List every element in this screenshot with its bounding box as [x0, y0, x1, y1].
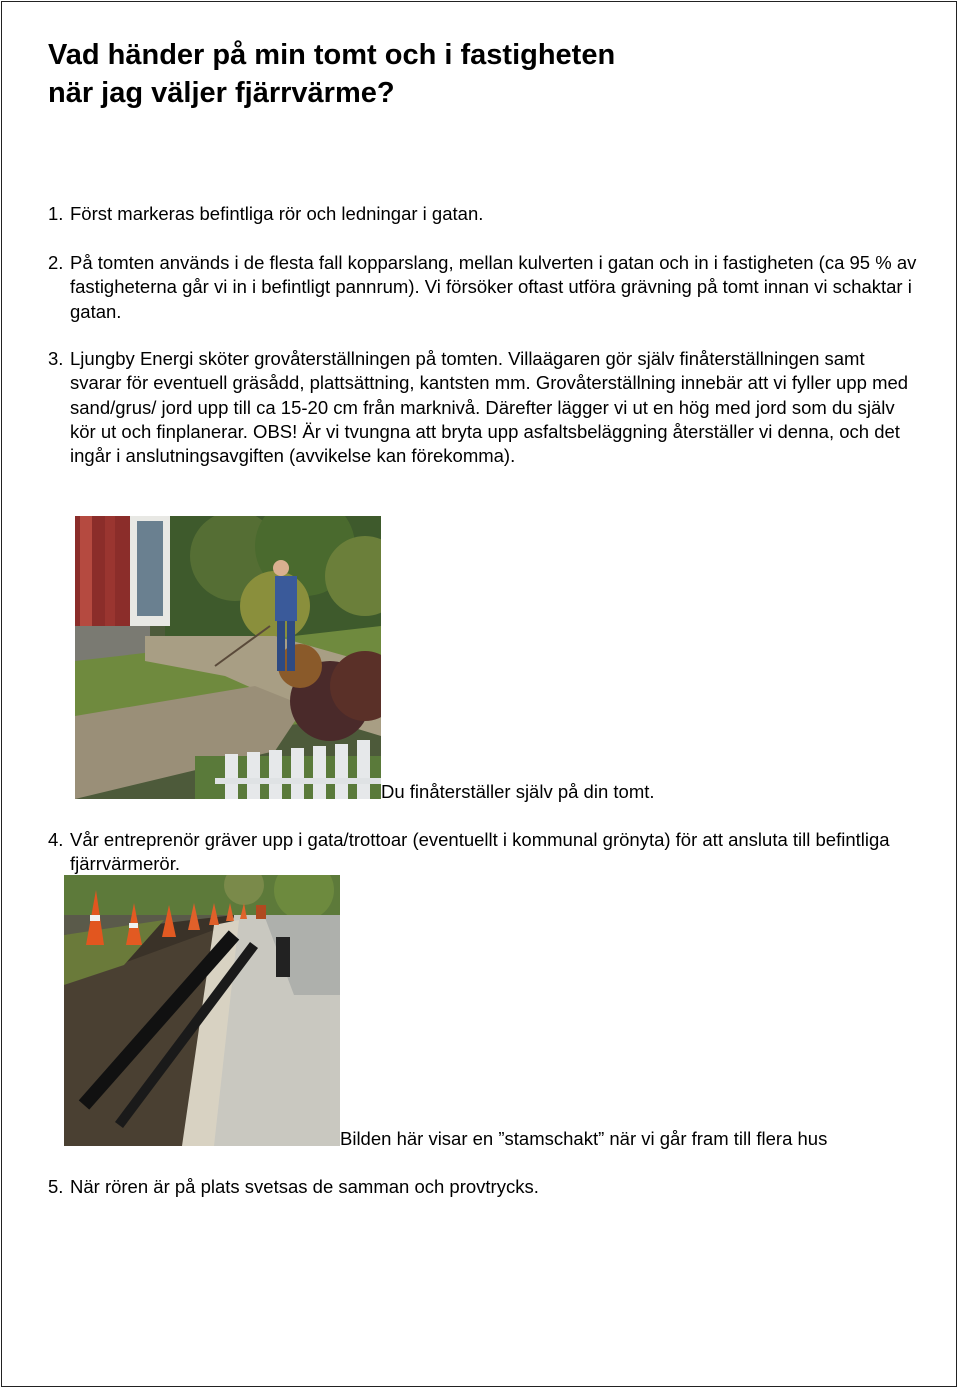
step-number: 3.	[48, 348, 64, 369]
step-2	[48, 251, 918, 324]
step-4	[48, 828, 918, 877]
step-number: 5.	[48, 1176, 64, 1197]
step-text: Först markeras befintliga rör och ledningar i gatan.	[70, 203, 484, 224]
trench-photo-image	[64, 875, 340, 1146]
step-number: 2.	[48, 252, 64, 273]
step-1	[48, 202, 918, 226]
trench-photo	[64, 875, 340, 1146]
step-3	[48, 347, 918, 468]
garden-photo-image	[75, 516, 381, 799]
garden-photo	[75, 516, 381, 799]
step-number: 4.	[48, 829, 64, 850]
step-text: På tomten används i de flesta fall kopparslang, mellan kulverten i gatan och in i fastigheten (ca 95 % av fastigheterna går vi in i befintligt pannrum). Vi försöker oftast utföra grävning på tomt innan vi schaktar i gatan.	[70, 252, 917, 322]
trench-photo-caption: Bilden här visar en ”stamschakt” när vi går fram till flera hus	[340, 1128, 828, 1149]
step-number: 1.	[48, 203, 64, 224]
title-line-1: Vad händer på min tomt och i fastigheten	[48, 39, 616, 71]
step-5	[48, 1175, 918, 1199]
title-line-2: när jag väljer fjärrvärme?	[48, 77, 395, 109]
step-text: Vår entreprenör gräver upp i gata/trottoar (eventuellt i kommunal grönyta) för att ansluta till befintliga fjärrvärmerör.	[70, 829, 890, 875]
page-title	[48, 36, 615, 112]
garden-photo-caption: Du finåterställer själv på din tomt.	[381, 781, 655, 802]
step-text: Ljungby Energi sköter grovåterställningen på tomten. Villaägaren gör själv finåterställningen samt svarar för eventuell gräsådd, plattsättning, kantsten mm. Grovåterställning innebär att vi fyller upp med sand/grus/ jord upp till ca 15-20 cm från marknivå. Därefter lägger vi ut en hög med jord som du själv kör ut och finplanerar. OBS! Är vi tvungna att bryta upp asfaltsbeläggning återställer vi denna, och det ingår i anslutningsavgiften (avvikelse kan förekomma).	[70, 348, 909, 467]
step-text: När rören är på plats svetsas de samman och provtrycks.	[70, 1176, 539, 1197]
